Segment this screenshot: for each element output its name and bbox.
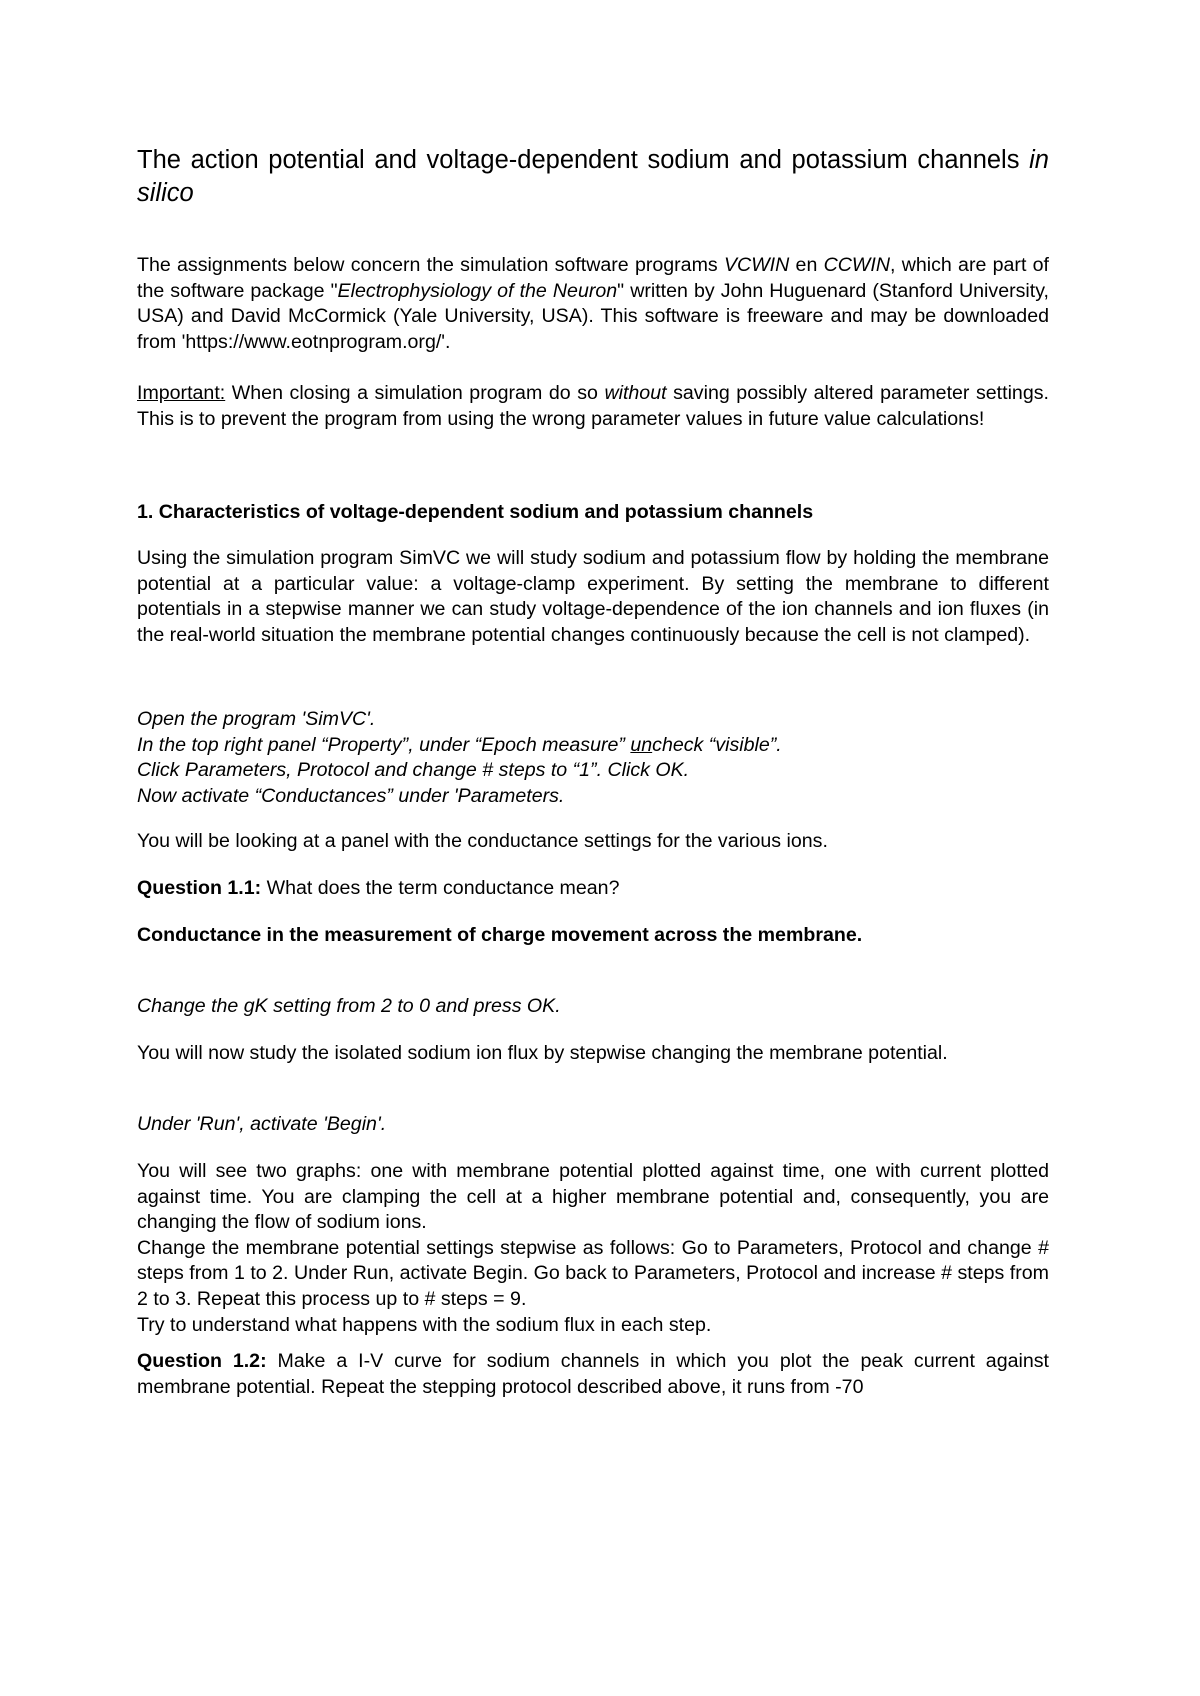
important-text-2: saving possibly altered parameter settings. This is to prevent the program from using the wrong parameter values in future value calculations!	[137, 382, 1049, 430]
isolated-paragraph: You will now study the isolated sodium ion flux by stepwise changing the membrane potential.	[137, 1042, 948, 1064]
intro-paragraph	[137, 253, 1049, 355]
question-1-2-text: Make a I-V curve for sodium channels in which you plot the peak current against membrane potential. Repeat the stepping protocol described above, it runs from -70	[137, 1350, 1049, 1398]
question-1-1-label: Question 1.1:	[137, 877, 262, 899]
panel-paragraph: You will be looking at a panel with the conductance settings for the various ions.	[137, 830, 828, 852]
important-without: without	[604, 382, 667, 404]
intro-ccwin: CCWIN	[823, 254, 890, 276]
intro-text-2: en	[795, 254, 818, 276]
important-paragraph	[137, 381, 1049, 432]
instruction-open-simvc: Open the program 'SimVC'.	[137, 708, 376, 730]
graphs-paragraph	[137, 1159, 1049, 1338]
instruction-run: Under 'Run', activate 'Begin'.	[137, 1113, 387, 1135]
understand-text: Try to understand what happens with the sodium flux in each step.	[137, 1313, 712, 1336]
document-title	[137, 144, 1049, 210]
intro-vcwin: VCWIN	[723, 254, 790, 276]
instruction-2-un: un	[630, 733, 653, 756]
title-italic: in silico	[137, 146, 1049, 207]
instruction-steps: Click Parameters, Protocol and change # steps to “1”. Click OK.	[137, 759, 690, 782]
intro-package: Electrophysiology of the Neuron	[337, 279, 618, 302]
question-1-2	[137, 1349, 1049, 1400]
stepwise-text: Change the membrane potential settings stepwise as follows: Go to Parameters, Protocol and change # steps from 1 to 2. Under Run, activate Begin. Go back to Parameters, Protocol and increase # steps from 2 to 3. Repeat this process up to # steps = 9.	[137, 1236, 1049, 1310]
question-1-2-label: Question 1.2:	[137, 1350, 267, 1372]
instruction-2a: In the top right panel “Property”, under “Epoch measure”	[137, 733, 625, 756]
intro-text-1: The assignments below concern the simulation software programs	[137, 254, 718, 276]
important-label: Important:	[137, 382, 226, 404]
instruction-uncheck-visible	[137, 733, 1049, 759]
instruction-conductances: Now activate “Conductances” under 'Parameters.	[137, 784, 565, 807]
intro-text-4: " written by John Huguenard (Stanford University, USA) and David McCormick (Yale University, USA). This software is freeware and may be downloaded from 'https://www.eotnprogram.org/'.	[137, 279, 1049, 353]
important-text-1: When closing a simulation program do so	[231, 382, 598, 404]
question-1-1-text: What does the term conductance mean?	[266, 877, 620, 899]
section-1-intro: Using the simulation program SimVC we will study sodium and potassium flow by holding the membrane potential at a particular value: a voltage-clamp experiment. By setting the membrane to different potentials in a stepwise manner we can study voltage-dependence of the ion channels and ion fluxes (in the real-world situation the membrane potential changes continuously because the cell is not clamped).	[137, 547, 1049, 646]
answer-1-1: Conductance in the measurement of charge movement across the membrane.	[137, 924, 863, 946]
title-main: The action potential and voltage-dependent sodium and potassium channels	[137, 146, 1020, 174]
question-1-1	[137, 876, 1049, 902]
instructions-block	[137, 707, 1049, 809]
intro-text-3: , which are part of the software package "	[137, 254, 1049, 302]
instruction-2b: check “visible”.	[652, 733, 782, 756]
graphs-text: You will see two graphs: one with membrane potential plotted against time, one with current plotted against time. You are clamping the cell at a higher membrane potential and, consequently, you are changing the flow of sodium ions.	[137, 1160, 1049, 1234]
section-1-heading: 1. Characteristics of voltage-dependent sodium and potassium channels	[137, 501, 814, 523]
instruction-gk: Change the gK setting from 2 to 0 and press OK.	[137, 995, 561, 1017]
